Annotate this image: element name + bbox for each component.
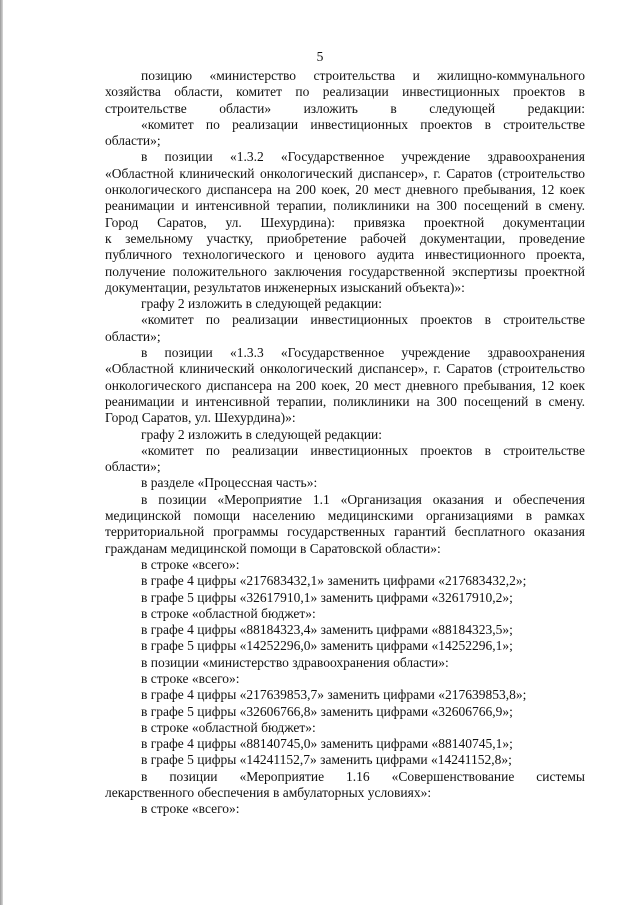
paragraph: в строке «областной бюджет»: [141, 605, 316, 621]
paragraph: «комитет по реализации инвестиционных проектов в строительстве области»; [105, 442, 585, 475]
paragraph: в строке «всего»: [141, 670, 240, 686]
paragraph: «комитет по реализации инвестиционных проектов в строительстве области»; [105, 312, 585, 344]
paragraph: в графе 4 цифры «88184323,4» заменить цифрами «88184323,5»; [141, 622, 513, 638]
scan-edge [0, 0, 3, 905]
paragraph: в позиции «1.3.2 «Государственное учреждение здравоохранения «Областной клинический онкологический диспансер», г. Саратов (строительство онкологического диспансера на 200 коек, 20 мест дневного пребывания, 12 коек реанимации и интенсивной терапии, поликлиники на 300 посещений в смену. [105, 149, 585, 214]
document-body [105, 68, 585, 818]
paragraph: «комитет по реализации инвестиционных проектов в строительстве области»; [105, 116, 585, 149]
paragraph-line: Город Саратов, ул. Шехурдина): привязка проектной документации [105, 214, 585, 230]
paragraph: графу 2 изложить в следующей редакции: [141, 296, 383, 312]
paragraph: в графе 4 цифры «217639853,7» заменить цифрами «217639853,8»; [141, 687, 527, 703]
paragraph: позицию «министерство строительства и жилищно-коммунального хозяйства области, комитет по реализации инвестиционных проектов в строительстве области» изложить в следующей редакции: [105, 68, 585, 116]
paragraph: в графе 5 цифры «14241152,7» заменить цифрами «14241152,8»; [141, 752, 512, 768]
paragraph: в графе 5 цифры «32617910,1» заменить цифрами «32617910,2»; [141, 589, 513, 605]
paragraph: в строке «всего»: [141, 556, 240, 572]
paragraph-line: в позиции «Мероприятие 1.16 «Совершенствование системы [141, 768, 585, 784]
paragraph: в строке «областной бюджет»: [141, 719, 316, 735]
paragraph: лекарственного обеспечения в амбулаторных условиях»: [105, 785, 432, 801]
paragraph: в позиции «Мероприятие 1.1 «Организация оказания и обеспечения медицинской помощи населению медицинскими организациями в рамках территориальной программы государственных гарантий бесплатного оказания гражданам медицинской помощи в Саратовской области»: [105, 491, 585, 556]
paragraph: в графе 5 цифры «14252296,0» заменить цифрами «14252296,1»; [141, 638, 513, 654]
paragraph: в графе 4 цифры «88140745,0» заменить цифрами «88140745,1»; [141, 736, 513, 752]
paragraph: в разделе «Процессная часть»: [141, 475, 318, 491]
paragraph: в строке «всего»: [141, 801, 240, 817]
paragraph: в позиции «министерство здравоохранения области»: [141, 654, 449, 670]
paragraph: к земельному участку, приобретение рабочей документации, проведение публичного технологического и ценового аудита инвестиционного проекта, получение положительного заключения государственной экспертизы проектной документации, результатов инженерных изысканий объекта)»: [105, 230, 585, 295]
paragraph: в графе 5 цифры «32606766,8» заменить цифрами «32606766,9»; [141, 703, 513, 719]
paragraph: в графе 4 цифры «217683432,1» заменить цифрами «217683432,2»; [141, 573, 527, 589]
page-number: 5 [316, 49, 324, 64]
paragraph: в позиции «1.3.3 «Государственное учреждение здравоохранения «Областной клинический онкологический диспансер», г. Саратов (строительство онкологического диспансера на 200 коек, 20 мест дневного пребывания, 12 коек реанимации и интенсивной терапии, поликлиники на 300 посещений в смену. Город Саратов, ул. Шехурдина)»: [105, 345, 585, 426]
paragraph: графу 2 изложить в следующей редакции: [141, 426, 383, 442]
